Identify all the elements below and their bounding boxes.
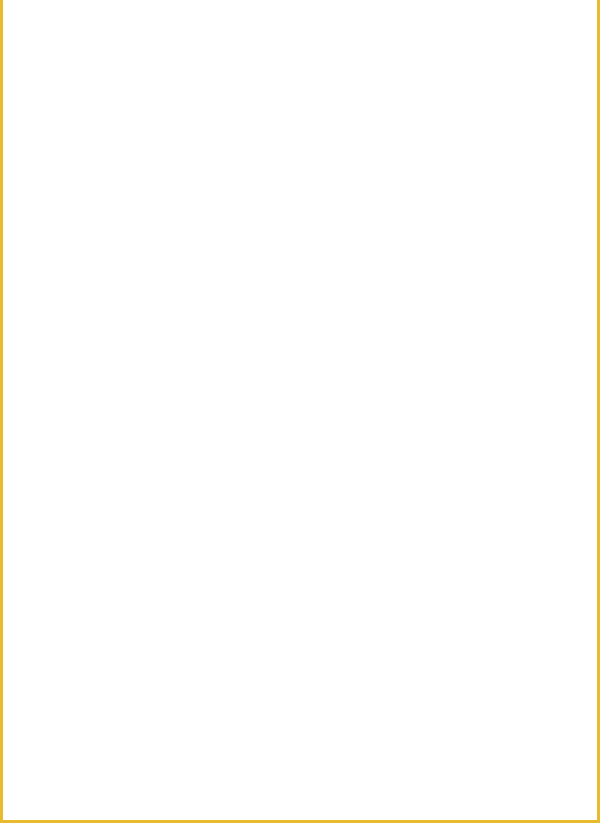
page-border-left: [0, 0, 3, 823]
